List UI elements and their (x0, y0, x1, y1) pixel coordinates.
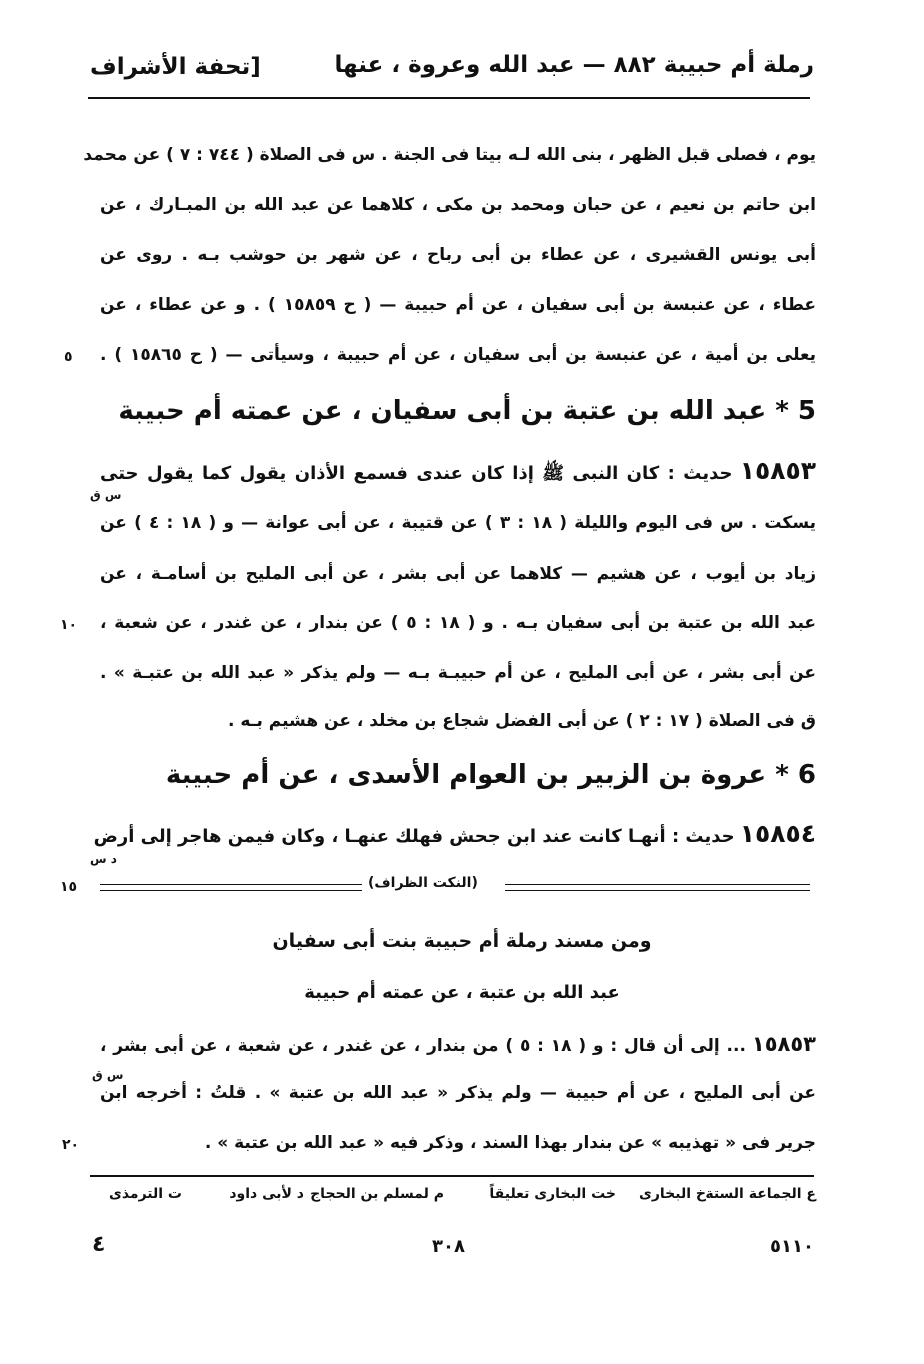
section-5-line-3: عبد الله بن عتبة بن أبى سفيان بـه . و ( ١٨ : ٥ ) عن بندار ، عن غندر ، عن شعبة ، (100, 613, 816, 633)
line-number-20: ٢٠ (62, 1137, 80, 1153)
separator-line-right (505, 884, 810, 891)
body-line-1: يوم ، فصلى قبل الظهر ، بنى الله لـه بيتا فى الجنة . س فى الصلاة ( ٧٤٤ : ٧ ) عن محمد (83, 145, 816, 165)
hadith-text: ... إلى أن قال : و ( ١٨ : ٥ ) من بندار ، عن غندر ، عن شعبة ، عن أبى بشر ، (100, 1036, 746, 1056)
line-number-5: ٥ (64, 349, 73, 365)
margin-sigla: س ق (92, 1068, 124, 1082)
hadith-range-number: ٥١١٠ (770, 1236, 814, 1257)
volume-number: ٤ (92, 1232, 106, 1257)
body-line-5: يعلى بن أمية ، عن عنبسة بن أبى سفيان ، عن أم حبيبة ، وسيأتى — ( ح ١٥٨٦٥ ) . (100, 345, 817, 365)
section-6-heading: 6 * عروة بن الزبير بن العوام الأسدى ، عن أم حبيبة (165, 760, 816, 790)
section-5-line-5: ق فى الصلاة ( ١٧ : ٢ ) عن أبى الفضل شجاع بن مخلد ، عن هشيم بـه . (227, 711, 816, 731)
line-number-10: ١٠ (60, 617, 78, 633)
hadith-15853-first-line (100, 456, 816, 488)
nukat-line-1: عن أبى المليح ، عن أم حبيبة — ولم يذكر « عبد الله بن عتبة » . قلتُ : أخرجه ابن (100, 1083, 816, 1103)
sigla-legend-5: د لأبى داود (229, 1186, 304, 1202)
line-number-15: ١٥ (60, 879, 78, 895)
sigla-legend-1: ع الجماعة الستة (705, 1186, 816, 1202)
separator-line-left (100, 884, 362, 891)
section-5-line-1: يسكت . س فى اليوم والليلة ( ١٨ : ٣ ) عن قتيبة ، عن أبى عوانة — و ( ١٨ : ٤ ) عن (100, 513, 816, 533)
section-5-heading: 5 * عبد الله بن عتبة بن أبى سفيان ، عن عمته أم حبيبة (118, 396, 816, 426)
nukat-subtitle: عبد الله بن عتبة ، عن عمته أم حبيبة (304, 982, 620, 1003)
body-line-2: ابن حاتم بن نعيم ، عن حبان ومحمد بن مكى ، كلاهما عن عبد الله بن المبـارك ، عن (100, 195, 816, 215)
sigla-legend-4: م لمسلم بن الحجاج (310, 1186, 444, 1202)
footnote-rule (90, 1175, 814, 1177)
margin-sigla: د س (90, 852, 117, 866)
hadith-text: حديث : كان النبى ﷺ إذا كان عندى فسمع الأذان يقول كما يقول حتى (100, 463, 733, 484)
sigla-legend-6: ت الترمذى (108, 1186, 182, 1202)
hadith-number: ١٥٨٥٤ (739, 819, 816, 848)
sigla-legend-3: خت البخارى تعليقاً (489, 1186, 616, 1202)
section-5-line-4: عن أبى بشر ، عن أبى المليح ، عن أم حبيبـة بـه — ولم يذكر « عبد الله بن عتبـة » . (100, 663, 816, 683)
page-number: ٣٠٨ (432, 1236, 465, 1257)
header-rule (88, 97, 810, 99)
hadith-number: ١٥٨٥٣ (739, 456, 816, 485)
separator-label: (النكت الظراف) (368, 875, 478, 891)
hadith-text: حديث : أنهـا كانت عند ابن جحش فهلك عنهـا ، وكان فيمن هاجر إلى أرض (93, 826, 735, 847)
sigla-legend-2: خ البخارى (639, 1186, 706, 1202)
nukat-hadith-first-line (100, 1032, 816, 1056)
margin-sigla: س ق (90, 488, 122, 502)
running-header-book: [تحفة الأشراف (90, 54, 261, 80)
running-header-title: رملة أم حبيبة ٨٨٢ — عبد الله وعروة ، عنها (334, 52, 814, 78)
body-line-4: عطاء ، عن عنبسة بن أبى سفيان ، عن أم حبيبة — ( ح ١٥٨٥٩ ) . و عن عطاء ، عن (100, 295, 816, 315)
hadith-number: ١٥٨٥٣ (751, 1032, 816, 1056)
section-5-line-2: زياد بن أيوب ، عن هشيم — كلاهما عن أبى بشر ، عن أبى المليح بن أسامـة ، عن (100, 564, 816, 584)
body-line-3: أبى يونس القشيرى ، عن عطاء بن أبى رباح ، عن شهر بن حوشب بـه . روى عن (100, 245, 816, 265)
nukat-line-2: جرير فى « تهذيبه » عن بندار بهذا السند ، وذكر فيه « عبد الله بن عتبة » . (204, 1133, 816, 1153)
nukat-title: ومن مسند رملة أم حبيبة بنت أبى سفيان (272, 930, 652, 952)
hadith-15854-first-line (93, 819, 816, 848)
